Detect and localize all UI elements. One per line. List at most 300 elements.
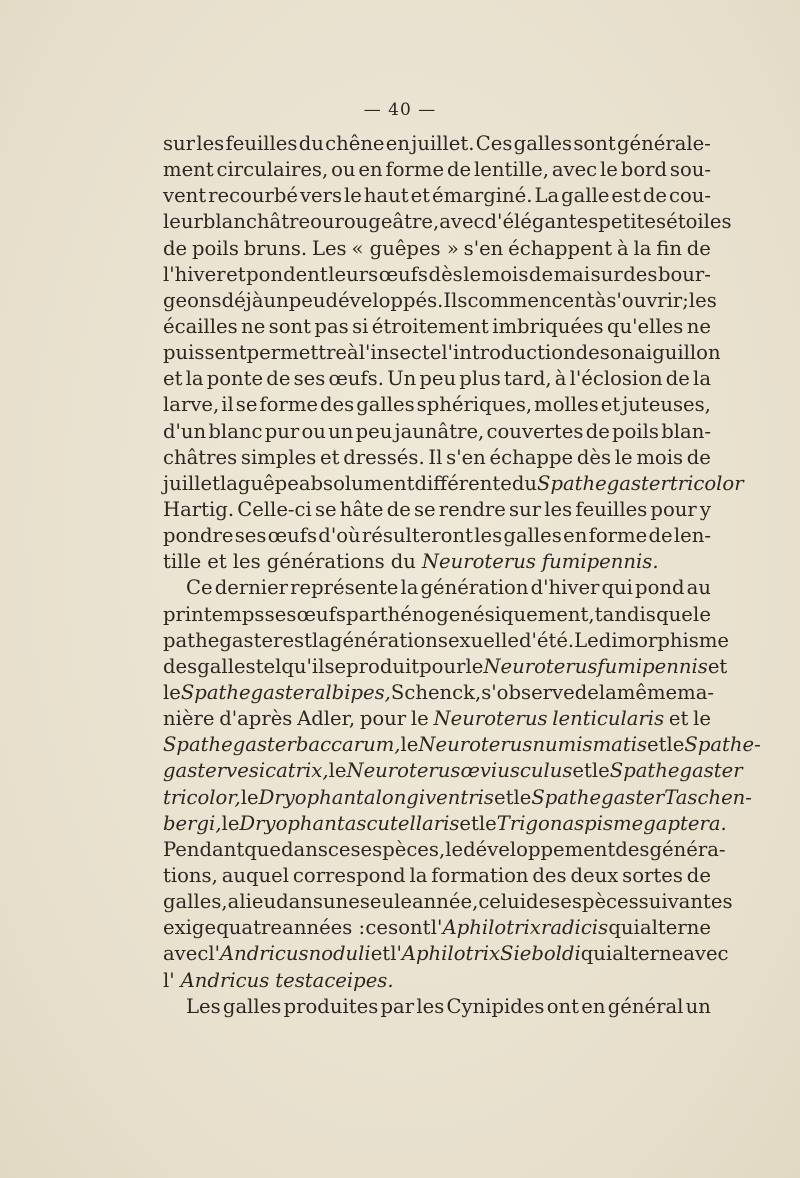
word: correspond [292,863,406,887]
word: est [282,628,312,652]
word: la [311,628,330,652]
word: si [352,314,369,338]
word: et [647,733,667,757]
word: les [232,550,261,574]
word: avec [683,942,729,966]
word: la [409,863,428,887]
word: ou [310,210,335,234]
word: sexuelle [437,628,519,652]
word: son [599,341,635,365]
word: juillet [163,471,220,495]
word: Un [387,367,417,391]
text-line [163,994,711,1020]
word: Schenck, [390,680,482,704]
word: par [380,994,415,1018]
word: aiguillon [634,341,721,365]
italic-word: baccarum, [295,733,401,757]
word: un [328,419,354,443]
word: haut [363,184,409,208]
word: geons [163,288,222,312]
word: le [600,158,618,182]
word: et [370,942,391,966]
word: et [707,654,728,678]
word: des [615,837,650,861]
italic-word: Trigonaspis [496,811,614,835]
word: à [616,236,629,260]
text-line [163,262,711,288]
word: Ce [186,576,213,600]
word: le [478,811,497,835]
italic-word: numismatis [532,733,648,757]
text-line [163,863,711,889]
italic-word: Spathegaster [163,733,296,757]
word: pathegaster [163,628,283,652]
text-line [163,628,729,654]
word: Cynipides [446,994,545,1018]
word: sont [388,916,431,940]
italic-word: Neuroterus [483,654,598,678]
word: génération [329,628,438,652]
word: tard, [503,367,552,391]
word: de [648,524,673,548]
text-line [163,157,711,183]
word: commencent [467,288,595,312]
word: s'ouvrir; [606,288,689,312]
word: espèces, [360,837,446,861]
word: galle [561,184,610,208]
word: de [642,184,668,208]
word: dès [576,445,612,469]
word: et [410,184,431,208]
word: et [572,759,592,783]
text-line [163,392,711,418]
word: tions, [163,863,218,887]
word: mois [636,445,684,469]
word: le [343,184,362,208]
word: le [693,602,711,626]
word: et [226,262,246,286]
italic-word: Andricus [219,942,309,966]
word: Celle-ci [237,497,312,521]
word: blanchâtre [202,210,311,234]
word: la [219,471,238,495]
word: d'élégantes [484,210,599,234]
word: deux [570,863,619,887]
word: mois [481,262,529,286]
italic-word: tricolor [669,471,744,495]
word: blan- [661,419,711,443]
word: châtres [163,445,238,469]
word: une [322,890,360,914]
text-line [163,758,743,784]
word: sont [268,314,312,338]
text-line [163,445,711,471]
word: qu'il [281,654,325,678]
word: fin [656,236,682,260]
word: juillet. [411,132,475,155]
word: pas [314,314,349,338]
word: du [511,471,538,495]
italic-word: œviusculus [460,759,573,783]
word: œufs [267,524,318,548]
italic-word: albipes, [313,680,391,704]
word: pur [264,419,300,443]
word: les [416,994,445,1018]
word: à [347,341,359,365]
word: un [685,994,711,1018]
word: d'où [318,524,361,548]
text-line [163,785,752,811]
word: produit [346,654,420,678]
text-line [163,419,711,445]
word: il [221,393,234,417]
word: développement [463,837,616,861]
italic-word: Spathegaster [537,471,670,495]
word: et [207,550,227,574]
word: d'après [219,707,293,731]
word: peu [288,288,326,312]
italic-word: Sieboldi [500,942,581,966]
word: de [665,367,690,391]
word: petites [598,210,667,234]
text-line [163,706,711,732]
text-line [163,941,729,967]
word: du [298,132,324,155]
word: Les [311,236,347,260]
word: le [445,837,464,861]
word: nière [163,707,215,731]
word: écailles [163,314,238,338]
word: ses [234,524,267,548]
word: le [666,733,685,757]
word: dressés. [343,445,425,469]
word: la [185,367,204,391]
word: pour [650,497,697,521]
word: vent [163,184,207,208]
word: le [463,262,482,286]
word: puissent [163,341,247,365]
word: mai [553,262,591,286]
word: général [607,994,684,1018]
word: pour [359,707,407,731]
italic-word: scutellaris [356,811,460,835]
word: seule [359,890,412,914]
word: générations [266,550,385,574]
word: des [320,393,355,417]
text-line [163,131,711,157]
word: feuilles [225,132,298,155]
word: La [534,184,560,208]
word: un [263,288,289,312]
word: les [196,132,225,155]
word: à [594,288,607,312]
word: dimorphisme [598,628,729,652]
word: d'été. [518,628,575,652]
word: pond [635,576,685,600]
italic-word: noduli [308,942,371,966]
word: échappent [508,236,613,260]
text-line [163,288,717,314]
word: pour [419,654,466,678]
word: de [686,863,711,887]
word: le [400,733,419,757]
word: étroitement [371,314,489,338]
text-line [163,889,733,915]
word: année, [411,890,479,914]
word: que [656,602,693,626]
word: peu [419,367,457,391]
text-line [163,366,711,392]
italic-word: Spathe- [684,733,761,757]
word: s'en [446,445,486,469]
word: forme [259,393,319,417]
italic-word: tricolor, [163,785,241,809]
word: au [686,576,711,600]
word: lieu [239,890,277,914]
word: sont [573,132,616,155]
italic-word: Spathegaster [609,759,743,783]
word: quatre [216,916,282,940]
word: leur [163,210,203,234]
text-line [163,314,711,340]
word: galles [503,524,562,548]
italic-word: Aphilotrix [401,942,501,966]
word: d'un [163,419,207,443]
word: len- [673,524,711,548]
text-line [163,549,711,575]
word: bour- [657,262,711,286]
word: le [614,445,633,469]
word: ponte [206,367,264,391]
word: galles [222,994,282,1018]
word: poils [191,236,239,260]
word: « guêpes » [351,236,459,260]
italic-word: lenticularis [552,707,665,731]
word: se [235,393,258,417]
italic-word: longiventris [375,785,494,809]
word: pondent [246,262,328,286]
word: tille [163,550,202,574]
word: la [693,367,711,391]
word: générale- [616,132,711,155]
word: couvertes [486,419,584,443]
word: déjà [221,288,264,312]
word: qui [601,576,633,600]
word: galles [356,393,415,417]
word: années : [282,916,366,940]
text-line [163,680,715,706]
text-line [163,575,711,601]
word: et [493,785,514,809]
italic-word: Aphilotrix [442,916,541,940]
word: d'hiver [530,576,600,600]
word: ne [241,314,266,338]
word: ou [331,158,356,182]
word: que [244,837,282,861]
word: s'observe [481,680,575,704]
italic-word: radicis [540,916,609,940]
word: œufs [296,602,346,626]
word: lentille, [473,158,549,182]
word: permettre [246,341,348,365]
word: l'introduction [441,341,576,365]
word: vers [299,184,343,208]
word: sou- [669,158,711,182]
italic-word: Dryophanta [239,811,357,835]
word: généra- [649,837,726,861]
word: en [581,994,606,1018]
word: absolument [298,471,415,495]
word: Ces [475,132,513,155]
word: de [686,445,711,469]
text-line [163,968,711,994]
word: bruns. [243,236,308,260]
italic-word: Neuroterus [346,759,461,783]
italic-word: vesicatrix, [226,759,329,783]
word: de [575,341,600,365]
word: qu'elles [607,314,684,338]
word: les [544,497,573,521]
word: Le [574,628,599,652]
body-text [163,131,761,1020]
word: génération [420,576,529,600]
text-line [163,732,761,758]
word: de [386,497,411,521]
text-line [163,497,711,523]
word: forme [385,158,445,182]
word: galles [513,132,573,155]
word: sortes [622,863,683,887]
word: bord [620,158,668,182]
italic-word: megaptera. [613,811,727,835]
word: ses [264,602,297,626]
word: larve, [163,393,220,417]
word: leurs [328,262,379,286]
word: le [410,707,429,731]
italic-word: bergi, [163,811,222,835]
word: et [163,367,183,391]
word: dans [281,837,328,861]
word: avec [551,158,598,182]
word: émarginé. [432,184,533,208]
word: Adler, [297,707,356,731]
word: le [693,707,711,731]
word: sur [163,132,196,155]
word: rendre [438,497,506,521]
word: l'éclosion [569,367,663,391]
word: plus [459,367,501,391]
word: et [600,393,621,417]
word: simples [240,445,317,469]
text-line [163,915,711,941]
word: développés. [325,288,444,312]
word: exige [163,916,217,940]
word: Les [186,994,221,1018]
word: de [686,236,711,260]
italic-word: Spathegaster [531,785,665,809]
italic-word: Taschen- [664,785,752,809]
text-line [163,236,711,262]
word: des [623,262,658,286]
word: chêne [325,132,385,155]
word: a [227,890,240,914]
word: se [324,654,347,678]
word: du [390,550,416,574]
word: Hartig. [163,497,235,521]
word: le [240,785,259,809]
word: avec [163,942,209,966]
word: l' [390,942,402,966]
word: la [633,236,652,260]
word: se [413,497,436,521]
word: ces [327,837,361,861]
word: sphériques, [416,393,533,417]
word: cou- [668,184,711,208]
word: printemps [163,602,265,626]
word: avec [439,210,485,234]
word: jaunâtre, [394,419,485,443]
word: même [616,680,678,704]
word: œufs. [328,367,384,391]
word: résulteront [361,524,473,548]
text-line [163,602,711,628]
word: se [314,497,337,521]
word: ou [301,419,326,443]
word: poils [612,419,659,443]
word: auquel [221,863,290,887]
word: représente [290,576,399,600]
text-line [163,340,721,366]
page-number: — 40 — [363,100,437,120]
word: ont [546,994,580,1018]
word: celui [478,890,527,914]
word: le [328,759,347,783]
word: forme [588,524,648,548]
word: sur [590,262,623,286]
word: molles [534,393,599,417]
word: œufs [378,262,428,286]
italic-word: testaceipes. [275,968,394,992]
word: de [585,419,610,443]
word: produites [283,994,379,1018]
word: les [474,524,503,548]
word: ce [365,916,388,940]
word: de [528,262,554,286]
word: à [554,367,567,391]
word: l' [163,968,175,992]
word: de [446,158,472,182]
word: de [266,367,291,391]
word: le [591,759,610,783]
word: le [163,680,181,704]
word: dernier [214,576,289,600]
word: s'en [463,236,504,260]
word: circulaires, [216,158,329,182]
italic-word: Andricus [180,968,270,992]
word: des [163,654,198,678]
word: parthénogenésiquement, [346,602,595,626]
word: Ils [443,288,468,312]
italic-word: fumipennis. [541,550,659,574]
word: guêpe [237,471,299,495]
word: dès [428,262,463,286]
word: en [385,132,411,155]
word: galles [197,654,256,678]
text-line [163,523,711,549]
word: et [668,707,689,731]
word: le [221,811,240,835]
word: la [400,576,419,600]
